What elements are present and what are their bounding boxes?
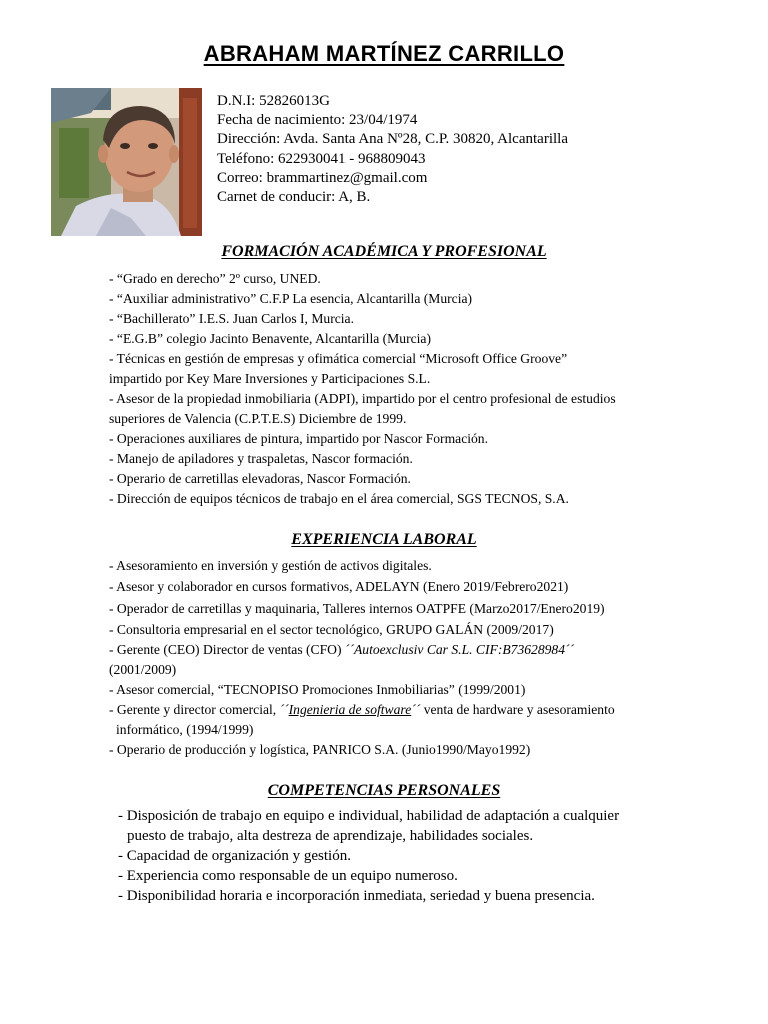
list-item <box>109 640 729 660</box>
list-item: - Asesor comercial, “TECNOPISO Promociones Inmobiliarias” (1999/2001) <box>109 682 526 697</box>
list-item-continuation: (2001/2009) <box>109 662 177 677</box>
company-name: Ingenieria de software <box>288 702 412 717</box>
list-item: - Asesor de la propiedad inmobiliaria (ADPI), impartido por el centro profesional de estudios <box>109 391 616 406</box>
skills-list <box>118 806 718 906</box>
list-item-continuation: puesto de trabajo, alta destreza de aprendizaje, habilidades sociales. <box>127 828 534 844</box>
portrait-photo <box>51 88 202 236</box>
phone: Teléfono: 622930041 - 968809043 <box>217 150 426 167</box>
list-item-continuation: superiores de Valencia (C.P.T.E.S) Diciembre de 1999. <box>109 411 407 426</box>
list-item-continuation: impartido por Key Mare Inversiones y Participaciones S.L. <box>109 371 431 386</box>
quote-mark: ´´ <box>279 702 289 717</box>
list-item: - Disposición de trabajo en equipo e individual, habilidad de adaptación a cualquier <box>118 808 620 824</box>
list-item: - Consultoria empresarial en el sector tecnológico, GRUPO GALÁN (2009/2017) <box>109 622 554 637</box>
quote-mark: ´´ <box>411 702 421 717</box>
list-item: - Dirección de equipos técnicos de trabajo en el área comercial, SGS TECNOS, S.A. <box>109 491 569 506</box>
list-item: - Asesor y colaborador en cursos formativos, ADELAYN (Enero 2019/Febrero2021) <box>109 579 569 594</box>
contact-info <box>217 92 568 207</box>
list-item: - Operario de carretillas elevadoras, Nascor Formación. <box>109 471 411 486</box>
driving-license: Carnet de conducir: A, B. <box>217 189 371 206</box>
company-name: ´´Autoexclusiv Car S.L. CIF:B73628984´´ <box>344 642 575 657</box>
list-item: - Operario de producción y logística, PANRICO S.A. (Junio1990/Mayo1992) <box>109 742 531 757</box>
list-item: - Disponibilidad horaria e incorporación inmediata, seriedad y buena presencia. <box>118 888 595 904</box>
dni: D.N.I: 52826013G <box>217 93 330 109</box>
list-item: - Manejo de apiladores y traspaletas, Nascor formación. <box>109 451 413 466</box>
list-item-text: - Gerente y director comercial, <box>109 702 280 717</box>
education-heading: FORMACIÓN ACADÉMICA Y PROFESIONAL <box>221 243 547 260</box>
list-item: - “Auxiliar administrativo” C.F.P La esencia, Alcantarilla (Murcia) <box>109 291 473 306</box>
list-item <box>109 700 729 720</box>
list-item: - “Grado en derecho” 2º curso, UNED. <box>109 271 321 286</box>
list-item: - Capacidad de organización y gestión. <box>118 848 351 864</box>
list-item: - Asesoramiento en inversión y gestión de activos digitales. <box>109 558 432 573</box>
list-item: - “Bachillerato” I.E.S. Juan Carlos I, Murcia. <box>109 311 354 326</box>
experience-heading: EXPERIENCIA LABORAL <box>291 531 477 548</box>
birth-date: Fecha de nacimiento: 23/04/1974 <box>217 112 418 129</box>
list-item: - Experiencia como responsable de un equipo numeroso. <box>118 868 458 884</box>
candidate-name: ABRAHAM MARTÍNEZ CARRILLO <box>203 41 565 66</box>
list-item-continuation: informático, (1994/1999) <box>116 722 254 737</box>
skills-heading: COMPETENCIAS PERSONALES <box>267 782 501 799</box>
education-list <box>109 269 729 509</box>
list-item: - Técnicas en gestión de empresas y ofimática comercial “Microsoft Office Groove” <box>109 351 568 366</box>
address: Dirección: Avda. Santa Ana Nº28, C.P. 30820, Alcantarilla <box>217 131 568 148</box>
list-item-text: - Gerente (CEO) Director de ventas (CFO) <box>109 642 345 657</box>
list-item: - “E.G.B” colegio Jacinto Benavente, Alcantarilla (Murcia) <box>109 331 431 346</box>
email[interactable]: Correo: brammartinez@gmail.com <box>217 169 428 186</box>
list-item: - Operaciones auxiliares de pintura, impartido por Nascor Formación. <box>109 431 488 446</box>
experience-list <box>109 556 729 760</box>
list-item-text: venta de hardware y asesoramiento <box>420 702 615 717</box>
list-item: - Operador de carretillas y maquinaria, Talleres internos OATPFE (Marzo2017/Enero2019) <box>109 601 605 616</box>
